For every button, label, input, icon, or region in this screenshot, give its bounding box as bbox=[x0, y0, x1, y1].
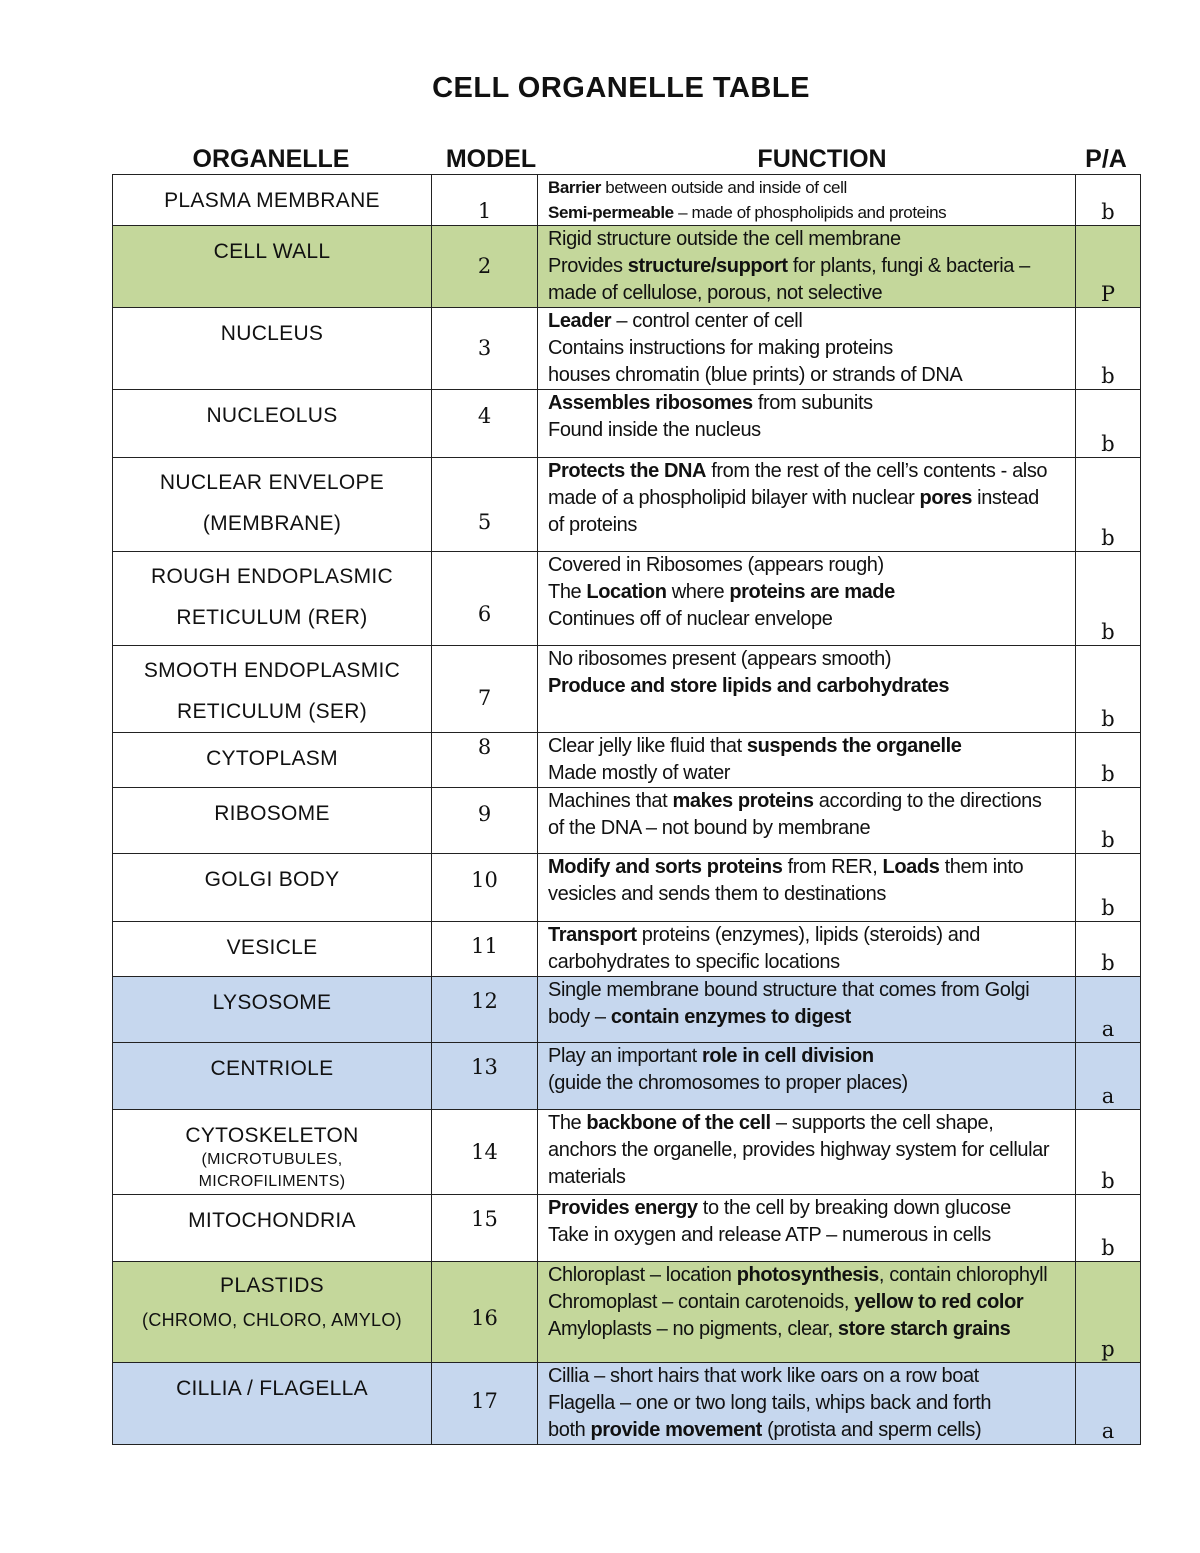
function-emphasis: backbone of the cell bbox=[586, 1112, 771, 1134]
model-cell bbox=[432, 1363, 538, 1445]
model-cell bbox=[432, 788, 538, 854]
pa-value: b bbox=[1101, 828, 1115, 852]
model-cell bbox=[432, 226, 538, 308]
function-emphasis: Assembles ribosomes bbox=[548, 392, 753, 414]
function-line bbox=[548, 253, 1069, 280]
function-line bbox=[548, 280, 1069, 307]
function-segment: anchors the organelle, provides highway system for cellular bbox=[548, 1139, 1050, 1161]
function-segment: The bbox=[548, 1112, 587, 1134]
function-segment: (guide the chromosomes to proper places) bbox=[548, 1072, 908, 1094]
organelle-cell bbox=[113, 308, 432, 390]
pa-cell bbox=[1076, 733, 1141, 788]
function-cell bbox=[538, 390, 1076, 458]
organelle-cell bbox=[113, 1043, 432, 1110]
model-number: 17 bbox=[471, 1389, 498, 1413]
function-emphasis: structure/support bbox=[627, 255, 788, 277]
model-cell bbox=[432, 308, 538, 390]
organelle-name-line: VESICLE bbox=[226, 936, 318, 959]
organelle-name-line: RETICULUM (SER) bbox=[176, 700, 367, 723]
function-emphasis: Protects the DNA bbox=[548, 460, 707, 482]
function-cell bbox=[538, 788, 1076, 854]
function-segment: Chloroplast – location bbox=[548, 1264, 737, 1286]
header-model: MODEL bbox=[445, 145, 537, 173]
function-line bbox=[548, 1164, 1069, 1191]
function-cell bbox=[538, 854, 1076, 922]
pa-cell bbox=[1076, 977, 1141, 1043]
function-text bbox=[538, 733, 1075, 787]
pa-value: a bbox=[1101, 1017, 1115, 1041]
model-number: 13 bbox=[471, 1055, 498, 1079]
function-segment: (protista and sperm cells) bbox=[761, 1419, 982, 1441]
function-line bbox=[548, 922, 1069, 949]
function-segment: Amyloplasts – no pigments, clear, bbox=[548, 1318, 838, 1340]
table-row bbox=[113, 788, 1141, 854]
organelle-cell bbox=[113, 788, 432, 854]
function-line bbox=[548, 579, 1069, 606]
pa-cell bbox=[1076, 458, 1141, 552]
function-line bbox=[548, 512, 1069, 539]
function-line bbox=[548, 881, 1069, 908]
page-title: CELL ORGANELLE TABLE bbox=[432, 72, 810, 104]
pa-value: b bbox=[1101, 200, 1115, 224]
function-line bbox=[548, 226, 1069, 253]
table-row bbox=[113, 1363, 1141, 1445]
organelle-name bbox=[113, 226, 431, 265]
table-row bbox=[113, 308, 1141, 390]
function-segment: – control center of cell bbox=[611, 310, 803, 332]
organelle-cell bbox=[113, 1195, 432, 1262]
table-row bbox=[113, 226, 1141, 308]
pa-value: b bbox=[1101, 896, 1115, 920]
header-function: FUNCTION bbox=[757, 145, 887, 173]
model-cell bbox=[432, 1262, 538, 1363]
function-segment: for plants, fungi & bacteria – bbox=[787, 255, 1030, 277]
organelle-name bbox=[113, 308, 431, 347]
function-text bbox=[538, 308, 1075, 389]
function-segment: made of a phospholipid bilayer with nuclear bbox=[548, 487, 920, 509]
pa-cell bbox=[1076, 1043, 1141, 1110]
organelle-name-line: CYTOPLASM bbox=[206, 747, 338, 770]
organelle-name bbox=[113, 175, 431, 214]
model-number: 6 bbox=[477, 602, 492, 626]
organelle-name-line: NUCLEUS bbox=[220, 322, 324, 345]
model-number: 14 bbox=[471, 1140, 498, 1164]
function-text bbox=[538, 1043, 1075, 1097]
organelle-name bbox=[113, 1363, 431, 1402]
function-segment: to the cell by breaking down glucose bbox=[697, 1197, 1011, 1219]
function-segment: proteins (enzymes), lipids (steroids) and bbox=[636, 924, 980, 946]
table-row bbox=[113, 733, 1141, 788]
function-text bbox=[538, 1262, 1075, 1343]
function-segment: Take in oxygen and release ATP – numerous in cells bbox=[548, 1224, 991, 1246]
function-line bbox=[548, 1195, 1069, 1222]
function-line bbox=[548, 1363, 1069, 1390]
function-segment: of proteins bbox=[548, 514, 637, 536]
function-segment: houses chromatin (blue prints) or strands of DNA bbox=[548, 364, 963, 386]
function-text bbox=[538, 1110, 1075, 1191]
model-number: 8 bbox=[477, 735, 492, 759]
organelle-name bbox=[113, 854, 431, 893]
function-emphasis: Barrier bbox=[548, 178, 601, 197]
function-segment: – made of phospholipids and proteins bbox=[673, 203, 947, 222]
pa-value: P bbox=[1100, 282, 1116, 306]
model-number: 10 bbox=[471, 868, 498, 892]
table-row bbox=[113, 922, 1141, 977]
table-row bbox=[113, 1195, 1141, 1262]
organelle-cell bbox=[113, 977, 432, 1043]
function-line bbox=[548, 760, 1069, 787]
function-text bbox=[538, 854, 1075, 908]
function-emphasis: contain enzymes to digest bbox=[610, 1006, 851, 1028]
function-segment: , contain chlorophyll bbox=[878, 1264, 1048, 1286]
model-number: 4 bbox=[477, 404, 492, 428]
function-text bbox=[538, 552, 1075, 633]
function-line bbox=[548, 1043, 1069, 1070]
function-line bbox=[548, 390, 1069, 417]
function-segment: from the rest of the cell’s contents - also bbox=[706, 460, 1048, 482]
function-segment: Rigid structure outside the cell membrane bbox=[548, 228, 901, 250]
pa-cell bbox=[1076, 788, 1141, 854]
function-line bbox=[548, 949, 1069, 976]
function-line bbox=[548, 1004, 1069, 1031]
organelle-name-sub: MICROFILIMENTS) bbox=[198, 1173, 346, 1190]
function-segment: made of cellulose, porous, not selective bbox=[548, 282, 883, 304]
function-segment: materials bbox=[548, 1166, 626, 1188]
organelle-name bbox=[113, 458, 431, 544]
function-line bbox=[548, 1417, 1069, 1444]
organelle-cell bbox=[113, 646, 432, 733]
organelle-name-line: CYTOSKELETON bbox=[185, 1124, 359, 1147]
header-organelle: ORGANELLE bbox=[192, 145, 350, 173]
organelle-cell bbox=[113, 854, 432, 922]
organelle-cell bbox=[113, 175, 432, 226]
model-cell bbox=[432, 1110, 538, 1195]
function-line bbox=[548, 1390, 1069, 1417]
organelle-table bbox=[112, 174, 1141, 1445]
function-segment: where bbox=[666, 581, 730, 603]
organelle-name-line: PLASTIDS bbox=[220, 1274, 324, 1297]
pa-cell bbox=[1076, 1363, 1141, 1445]
model-number: 7 bbox=[477, 686, 492, 710]
function-text bbox=[538, 1363, 1075, 1444]
function-text bbox=[538, 1195, 1075, 1249]
function-cell bbox=[538, 1043, 1076, 1110]
function-line bbox=[548, 1316, 1069, 1343]
function-text bbox=[538, 226, 1075, 307]
pa-value: p bbox=[1101, 1337, 1115, 1361]
organelle-name-line: NUCLEAR ENVELOPE bbox=[159, 471, 385, 494]
function-segment: Provides bbox=[548, 255, 628, 277]
organelle-name-sub: (CHROMO, CHLORO, AMYLO) bbox=[142, 1310, 402, 1330]
function-cell bbox=[538, 1262, 1076, 1363]
organelle-name-line: RIBOSOME bbox=[214, 802, 330, 825]
function-segment: them into bbox=[939, 856, 1024, 878]
function-line bbox=[548, 335, 1069, 362]
pa-cell bbox=[1076, 1195, 1141, 1262]
model-number: 1 bbox=[477, 199, 492, 223]
function-segment: Machines that bbox=[548, 790, 673, 812]
function-segment: No ribosomes present (appears smooth) bbox=[548, 648, 892, 670]
function-segment: according to the directions bbox=[813, 790, 1042, 812]
function-line bbox=[548, 1110, 1069, 1137]
table-row bbox=[113, 552, 1141, 646]
function-line bbox=[548, 733, 1069, 760]
function-cell bbox=[538, 922, 1076, 977]
pa-value: a bbox=[1101, 1419, 1115, 1443]
table-row bbox=[113, 1110, 1141, 1195]
pa-cell bbox=[1076, 175, 1141, 226]
function-emphasis: makes proteins bbox=[672, 790, 814, 812]
model-cell bbox=[432, 390, 538, 458]
function-segment: Single membrane bound structure that comes from Golgi bbox=[548, 979, 1030, 1001]
organelle-name-line: (MEMBRANE) bbox=[202, 512, 342, 535]
function-line bbox=[548, 854, 1069, 881]
organelle-name-line: GOLGI BODY bbox=[204, 868, 340, 891]
function-emphasis: Leader bbox=[548, 310, 612, 332]
function-line bbox=[548, 308, 1069, 335]
table-row bbox=[113, 390, 1141, 458]
function-segment: Cillia – short hairs that work like oars on a row boat bbox=[548, 1365, 979, 1387]
function-line bbox=[548, 552, 1069, 579]
function-cell bbox=[538, 977, 1076, 1043]
pa-value: b bbox=[1101, 762, 1115, 786]
function-segment: both bbox=[548, 1419, 591, 1441]
organelle-cell bbox=[113, 733, 432, 788]
function-line bbox=[548, 175, 1069, 200]
function-cell bbox=[538, 1110, 1076, 1195]
function-line bbox=[548, 1137, 1069, 1164]
function-text bbox=[538, 646, 1075, 700]
function-segment: between outside and inside of cell bbox=[600, 178, 847, 197]
organelle-name bbox=[113, 552, 431, 638]
function-segment: Chromoplast – contain carotenoids, bbox=[548, 1291, 855, 1313]
table-row bbox=[113, 458, 1141, 552]
organelle-cell bbox=[113, 1262, 432, 1363]
model-number: 16 bbox=[471, 1306, 498, 1330]
function-line bbox=[548, 1222, 1069, 1249]
function-segment: Covered in Ribosomes (appears rough) bbox=[548, 554, 884, 576]
function-cell bbox=[538, 646, 1076, 733]
function-emphasis: Location bbox=[586, 581, 667, 603]
function-segment: Clear jelly like fluid that bbox=[548, 735, 747, 757]
table-row bbox=[113, 977, 1141, 1043]
function-text bbox=[538, 175, 1075, 225]
function-segment: of the DNA – not bound by membrane bbox=[548, 817, 871, 839]
pa-cell bbox=[1076, 1262, 1141, 1363]
table-row bbox=[113, 854, 1141, 922]
function-text bbox=[538, 458, 1075, 539]
model-number: 15 bbox=[471, 1207, 498, 1231]
function-line bbox=[548, 485, 1069, 512]
organelle-name bbox=[113, 1043, 431, 1082]
function-segment: from RER, bbox=[782, 856, 883, 878]
function-segment: Play an important bbox=[548, 1045, 702, 1067]
function-segment: Contains instructions for making proteins bbox=[548, 337, 893, 359]
function-cell bbox=[538, 458, 1076, 552]
organelle-name bbox=[113, 1110, 431, 1193]
model-number: 2 bbox=[477, 254, 492, 278]
function-cell bbox=[538, 175, 1076, 226]
function-cell bbox=[538, 1195, 1076, 1262]
pa-value: b bbox=[1101, 620, 1115, 644]
organelle-name bbox=[113, 922, 431, 961]
table-row bbox=[113, 175, 1141, 226]
pa-value: a bbox=[1101, 1084, 1115, 1108]
pa-value: b bbox=[1101, 1169, 1115, 1193]
organelle-name bbox=[113, 1195, 431, 1234]
function-cell bbox=[538, 1363, 1076, 1445]
header-pa: P/A bbox=[1085, 145, 1127, 173]
function-emphasis: yellow to red color bbox=[854, 1291, 1024, 1313]
function-emphasis: provide movement bbox=[590, 1419, 762, 1441]
organelle-name-sub: (MICROTUBULES, bbox=[201, 1151, 343, 1168]
organelle-name-line: MITOCHONDRIA bbox=[188, 1209, 356, 1232]
organelle-cell bbox=[113, 552, 432, 646]
function-segment: Continues off of nuclear envelope bbox=[548, 608, 833, 630]
function-line bbox=[548, 1289, 1069, 1316]
function-line bbox=[548, 417, 1069, 444]
function-emphasis: suspends the organelle bbox=[746, 735, 962, 757]
pa-cell bbox=[1076, 390, 1141, 458]
function-emphasis: Loads bbox=[882, 856, 940, 878]
model-number: 5 bbox=[477, 510, 492, 534]
pa-value: b bbox=[1101, 526, 1115, 550]
table-row bbox=[113, 646, 1141, 733]
function-segment: Made mostly of water bbox=[548, 762, 731, 784]
model-number: 9 bbox=[477, 802, 492, 826]
organelle-name-line: CENTRIOLE bbox=[210, 1057, 334, 1080]
pa-value: b bbox=[1101, 1236, 1115, 1260]
organelle-name bbox=[113, 646, 431, 732]
table-row bbox=[113, 1262, 1141, 1363]
function-line bbox=[548, 200, 1069, 225]
model-cell bbox=[432, 552, 538, 646]
function-cell bbox=[538, 226, 1076, 308]
function-text bbox=[538, 977, 1075, 1031]
function-line bbox=[548, 362, 1069, 389]
function-segment: carbohydrates to specific locations bbox=[548, 951, 840, 973]
pa-cell bbox=[1076, 854, 1141, 922]
model-cell bbox=[432, 1043, 538, 1110]
function-segment: from subunits bbox=[752, 392, 873, 414]
function-segment: body – bbox=[548, 1006, 611, 1028]
function-line bbox=[548, 646, 1069, 673]
function-emphasis: role in cell division bbox=[702, 1045, 874, 1067]
model-cell bbox=[432, 854, 538, 922]
function-segment: Found inside the nucleus bbox=[548, 419, 761, 441]
organelle-name-line: LYSOSOME bbox=[212, 991, 332, 1014]
function-line bbox=[548, 673, 1069, 700]
pa-cell bbox=[1076, 922, 1141, 977]
model-cell bbox=[432, 175, 538, 226]
function-cell bbox=[538, 308, 1076, 390]
pa-cell bbox=[1076, 552, 1141, 646]
organelle-name-line: CELL WALL bbox=[213, 240, 331, 263]
organelle-cell bbox=[113, 458, 432, 552]
organelle-name-line: NUCLEOLUS bbox=[206, 404, 338, 427]
organelle-name bbox=[113, 788, 431, 827]
organelle-name-line: ROUGH ENDOPLASMIC bbox=[151, 565, 393, 588]
organelle-cell bbox=[113, 1363, 432, 1445]
function-text bbox=[538, 390, 1075, 444]
model-cell bbox=[432, 733, 538, 788]
function-text bbox=[538, 922, 1075, 976]
organelle-cell bbox=[113, 1110, 432, 1195]
function-emphasis: photosynthesis bbox=[736, 1264, 879, 1286]
pa-cell bbox=[1076, 646, 1141, 733]
function-emphasis: Produce and store lipids and carbohydrates bbox=[548, 675, 950, 697]
pa-value: b bbox=[1101, 364, 1115, 388]
function-emphasis: store starch grains bbox=[837, 1318, 1011, 1340]
function-segment: – supports the cell shape, bbox=[770, 1112, 994, 1134]
function-segment: instead bbox=[972, 487, 1039, 509]
pa-cell bbox=[1076, 308, 1141, 390]
function-text bbox=[538, 788, 1075, 842]
organelle-name bbox=[113, 977, 431, 1016]
function-cell bbox=[538, 733, 1076, 788]
function-cell bbox=[538, 552, 1076, 646]
function-line bbox=[548, 606, 1069, 633]
function-line bbox=[548, 1262, 1069, 1289]
organelle-name bbox=[113, 390, 431, 429]
organelle-name-line: SMOOTH ENDOPLASMIC bbox=[143, 659, 401, 682]
model-cell bbox=[432, 458, 538, 552]
organelle-cell bbox=[113, 922, 432, 977]
model-cell bbox=[432, 977, 538, 1043]
function-emphasis: proteins are made bbox=[729, 581, 895, 603]
pa-value: b bbox=[1101, 432, 1115, 456]
pa-value: b bbox=[1101, 707, 1115, 731]
function-line bbox=[548, 1070, 1069, 1097]
model-cell bbox=[432, 922, 538, 977]
function-emphasis: Transport bbox=[548, 924, 637, 946]
function-segment: Flagella – one or two long tails, whips back and forth bbox=[548, 1392, 992, 1414]
function-emphasis: Provides energy bbox=[548, 1197, 698, 1219]
table-row bbox=[113, 1043, 1141, 1110]
model-cell bbox=[432, 646, 538, 733]
pa-value: b bbox=[1101, 951, 1115, 975]
pa-cell bbox=[1076, 226, 1141, 308]
organelle-cell bbox=[113, 390, 432, 458]
pa-cell bbox=[1076, 1110, 1141, 1195]
organelle-name-line: CILLIA / FLAGELLA bbox=[176, 1377, 368, 1400]
function-emphasis: Modify and sorts proteins bbox=[548, 856, 783, 878]
function-emphasis: Semi-permeable bbox=[548, 203, 674, 222]
model-number: 12 bbox=[471, 989, 498, 1013]
organelle-name bbox=[113, 733, 431, 772]
organelle-name-line: PLASMA MEMBRANE bbox=[164, 189, 380, 212]
model-number: 11 bbox=[471, 934, 498, 958]
function-line bbox=[548, 458, 1069, 485]
model-cell bbox=[432, 1195, 538, 1262]
function-emphasis: pores bbox=[919, 487, 972, 509]
function-line bbox=[548, 815, 1069, 842]
function-segment: The bbox=[548, 581, 587, 603]
function-line bbox=[548, 788, 1069, 815]
model-number: 3 bbox=[477, 336, 492, 360]
function-segment: vesicles and sends them to destinations bbox=[548, 883, 886, 905]
organelle-name bbox=[113, 1262, 431, 1334]
organelle-name-line: RETICULUM (RER) bbox=[176, 606, 368, 629]
function-line bbox=[548, 977, 1069, 1004]
organelle-cell bbox=[113, 226, 432, 308]
